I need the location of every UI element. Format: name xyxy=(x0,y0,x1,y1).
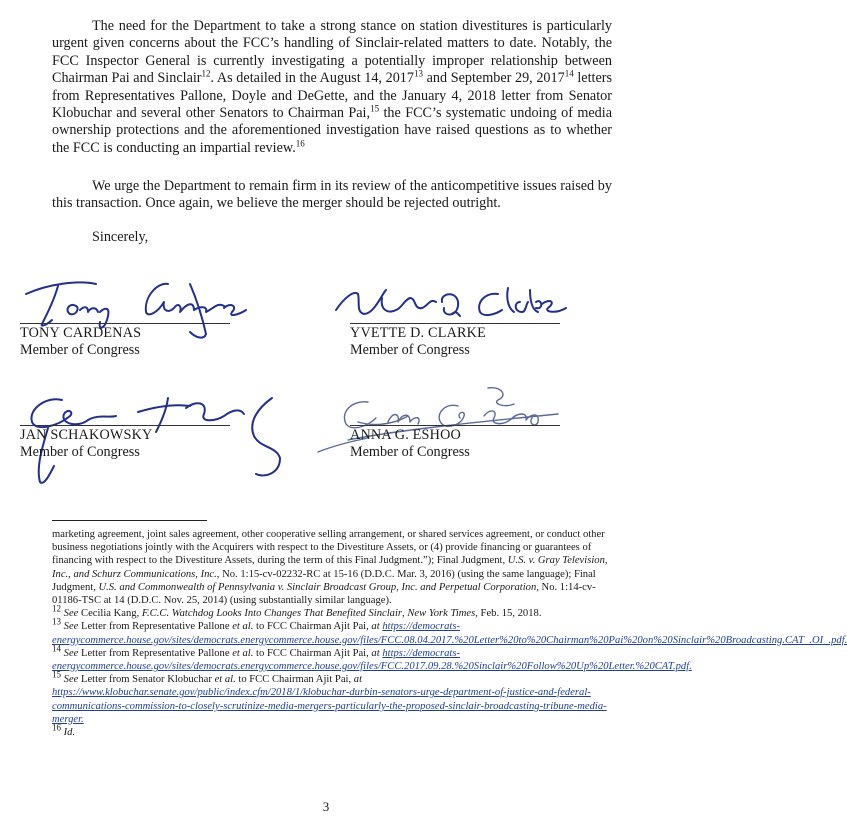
footnote-text: marketing agreement, joint sales agreement, other cooperative selling arrangement, or shared services agreement, or conduct other business negotiations jointly with the Acquirers with respect to the Divestiture Assets, or (4) provide financing or guarantees of financing with respect to the Divestiture Assets, during the term of this Final Judgment.”); Final Judgment, xyxy=(52,529,605,567)
signature-line xyxy=(20,323,230,324)
footnote-ref-16: 16 xyxy=(295,138,305,149)
article-title: F.C.C. Watchdog Looks Into Changes That Benefited Sinclair xyxy=(141,608,403,620)
signer-name: YVETTE D. CLARKE xyxy=(350,325,486,341)
signer-name: TONY CARDENAS xyxy=(20,325,142,341)
signer-name: ANNA G. ESHOO xyxy=(350,427,461,443)
footnote-text: , Feb. 15, 2018. xyxy=(475,608,542,620)
signal-word: See xyxy=(63,608,79,620)
signer-title: Member of Congress xyxy=(350,342,470,358)
footnote-12 xyxy=(52,603,614,620)
case-citation: U.S. v. Gray Television, Inc., and Schurz Communications, Inc. xyxy=(52,555,608,580)
footnote-text: to FCC Chairman Ajit Pai, xyxy=(253,647,372,659)
et-al: et al. xyxy=(232,647,254,659)
paragraph-text: the FCC’s systematic undoing of media ownership protections and the aforementioned investigation have raised questions as to whether the FCC is conducting an impartial review. xyxy=(52,105,612,156)
footnote-number: 13 xyxy=(52,616,61,627)
footnote-ref-13: 13 xyxy=(413,68,423,79)
footnote-separator xyxy=(52,520,207,521)
signature-line xyxy=(20,425,230,426)
footnote-link[interactable]: https://democrats-energycommerce.house.gov/sites/democrats.energycommerce.house.gov/files/FCC.08.04.2017.%20Letter%20to%20Chairman%20Pai%20on%20Sinclair%20Broadcasting.CAT_.OI_.pdf. xyxy=(52,621,847,646)
footnote-number: 12 xyxy=(52,603,61,614)
footnote-text: Letter from Representative Pallone xyxy=(78,621,233,633)
paragraph-text: letters from Representatives Pallone, Doyle and DeGette, and the January 4, 2018 letter from Senator Klobuchar and several other Senators to Chairman Pai, xyxy=(52,70,612,122)
publication-name: New York Times xyxy=(407,608,476,620)
signature-line xyxy=(350,323,560,324)
signer-title: Member of Congress xyxy=(20,342,140,358)
footnote-ref-14: 14 xyxy=(564,68,574,79)
signal-word: See xyxy=(63,647,79,659)
signal-word: at xyxy=(371,621,380,633)
footnote-13 xyxy=(52,616,847,646)
footnote-text: , xyxy=(402,608,408,620)
footnote-number: 16 xyxy=(52,722,61,733)
footnote-text: to FCC Chairman Ajit Pai, xyxy=(253,621,372,633)
signer-title: Member of Congress xyxy=(20,444,140,460)
signal-word: See xyxy=(63,674,79,686)
signer-title: Member of Congress xyxy=(350,444,470,460)
footnote-link[interactable]: https://www.klobuchar.senate.gov/public/index.cfm/2018/1/klobuchar-durbin-senators-urge-department-of-justice-and-federal-communications-commission-to-closely-scrutinize-media-mergers-particularly-the-proposed-sinclair-broadcasting-tribune-media-merger. xyxy=(52,687,607,725)
body-paragraph-1 xyxy=(52,18,612,157)
signal-word: at xyxy=(353,674,363,686)
et-al: et al. xyxy=(214,674,236,686)
signature-block-schakowsky xyxy=(20,425,230,461)
footnote-text: Letter from Representative Pallone xyxy=(78,647,233,659)
signal-word: at xyxy=(371,647,380,659)
page-number: 3 xyxy=(322,799,330,814)
signature-block-cardenas xyxy=(20,323,230,359)
footnote-ref-15: 15 xyxy=(370,103,380,114)
paragraph-text: The need for the Department to take a strong stance on station divestitures is particularly urgent given concerns about the FCC’s handling of Sinclair-related matters to date. Notably, the FCC Inspector General is currently investigating a potentially improper relationship between Chairman Pai and Sinclair xyxy=(52,18,612,87)
footnote-continued xyxy=(52,528,614,607)
signature-block-clarke xyxy=(350,323,560,359)
footnote-text: Cecilia Kang, xyxy=(78,608,142,620)
footnote-15 xyxy=(52,669,614,726)
footnote-number: 14 xyxy=(52,643,61,654)
footnote-text: Id. xyxy=(63,727,76,739)
signature-line xyxy=(350,425,560,426)
footnote-14 xyxy=(52,643,692,673)
footnote-link[interactable]: https://democrats-energycommerce.house.gov/sites/democrats.energycommerce.house.gov/files/FCC.2017.09.28.%20Sinclair%20Follow%20Up%20Letter.%20CAT.pdf. xyxy=(52,647,692,673)
footnote-ref-12: 12 xyxy=(201,68,211,79)
signature-block-eshoo xyxy=(350,425,560,461)
footnote-16 xyxy=(52,722,614,739)
closing-salutation: Sincerely, xyxy=(92,229,149,245)
footnote-text: Letter from Senator Klobuchar xyxy=(78,674,215,686)
footnote-number: 15 xyxy=(52,669,61,680)
body-paragraph-2: We urge the Department to remain firm in its review of the anticompetitive issues raised by this transaction. Once again, we believe the merger should be rejected outright. xyxy=(52,178,612,212)
footnotes xyxy=(52,528,847,739)
footnote-text: , No. 1:15-cv-02232-RC at 15-16 (D.D.C. Mar. 3, 2016) (using the same language); Final Judgment, xyxy=(52,568,596,593)
case-citation: U.S. and Commonwealth of Pennsylvania v. Sinclair Broadcast Group, Inc. and Perpetual Corporation xyxy=(98,581,537,593)
et-al: et al. xyxy=(232,621,254,633)
signer-name: JAN SCHAKOWSKY xyxy=(20,427,153,443)
paragraph-text: and September 29, 2017 xyxy=(422,70,565,87)
signal-word: See xyxy=(63,621,79,633)
paragraph-text: . As detailed in the August 14, 2017 xyxy=(210,70,414,87)
footnote-text: to FCC Chairman Ajit Pai, xyxy=(235,674,354,686)
footnote-text: , No. 1:14-cv-01186-TSC at 14 (D.D.C. Nov. 25, 2014) (using substantially similar language). xyxy=(52,581,596,607)
